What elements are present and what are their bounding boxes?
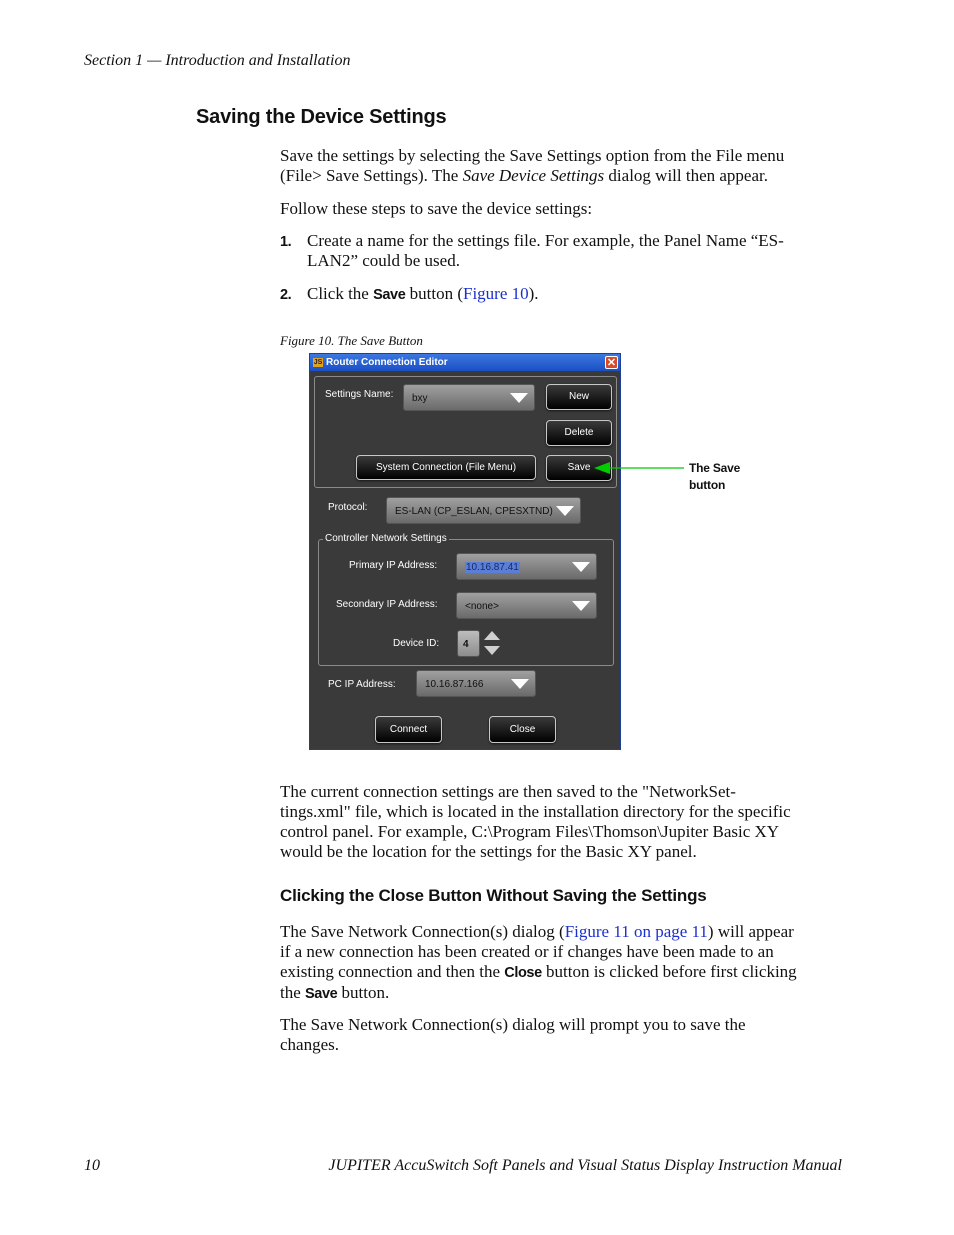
save-keyword: Save bbox=[373, 287, 406, 303]
chevron-down-icon bbox=[510, 393, 528, 403]
intro-line-1: Save the settings by selecting the Save Settings option from the File menu bbox=[280, 146, 785, 165]
protocol-label: Protocol: bbox=[328, 502, 368, 513]
close-keyword: Close bbox=[504, 965, 542, 981]
close-section-paragraph-2: The Save Network Connection(s) dialog will prompt you to save the changes. bbox=[280, 1015, 746, 1054]
new-button[interactable]: New bbox=[546, 384, 612, 410]
running-header: Section 1 — Introduction and Installation bbox=[84, 52, 351, 69]
delete-button[interactable]: Delete bbox=[546, 420, 612, 446]
primary-ip-label: Primary IP Address: bbox=[349, 560, 438, 571]
controller-network-settings-group bbox=[318, 533, 614, 666]
pc-ip-label: PC IP Address: bbox=[328, 679, 396, 690]
protocol-dropdown[interactable]: ES-LAN (CP_ESLAN, CPESXTND) bbox=[386, 497, 581, 524]
close-icon[interactable]: ✕ bbox=[606, 357, 617, 369]
callout-arrow bbox=[590, 458, 686, 478]
connect-button[interactable]: Connect bbox=[375, 716, 442, 743]
callout-label: The Save button bbox=[689, 461, 741, 492]
page-number: 10 bbox=[84, 1157, 100, 1174]
device-id-field[interactable]: 4 bbox=[457, 630, 480, 657]
secondary-ip-dropdown[interactable]: <none> bbox=[456, 592, 597, 619]
secondary-ip-label: Secondary IP Address: bbox=[336, 599, 438, 610]
arrowhead-icon bbox=[594, 462, 610, 474]
primary-ip-dropdown[interactable]: 10.16.87.41 bbox=[456, 553, 597, 580]
close-button[interactable]: Close bbox=[489, 716, 556, 743]
figure-10-link[interactable]: Figure 10 bbox=[462, 284, 529, 303]
chevron-down-icon bbox=[556, 506, 574, 516]
settings-name-dropdown[interactable]: bxy bbox=[403, 384, 535, 411]
subheading: Clicking the Close Button Without Saving the Settings bbox=[280, 886, 707, 905]
chevron-down-icon bbox=[511, 679, 529, 689]
step-1: 1. Create a name for the settings file. For example, the Panel Name “ES- LAN2” could be used. bbox=[280, 231, 784, 270]
footer-title: JUPITER AccuSwitch Soft Panels and Visual Status Display Instruction Manual bbox=[328, 1157, 842, 1174]
intro-line-2: (File> Save Settings). The Save Device Settings dialog will then appear. bbox=[280, 166, 768, 185]
step-number: 1. bbox=[280, 234, 292, 250]
chevron-down-icon bbox=[572, 601, 590, 611]
router-connection-editor-dialog bbox=[309, 353, 621, 750]
chevron-down-icon[interactable] bbox=[484, 646, 500, 655]
figure-11-link[interactable]: Figure 11 on page 11 bbox=[564, 922, 708, 941]
pc-ip-dropdown[interactable]: 10.16.87.166 bbox=[416, 670, 536, 697]
after-figure-paragraph: The current connection settings are then saved to the "NetworkSet- tings.xml" file, which is located in the installation directory for the specific control panel. For example, C:\Program Files\Thomson\Jupiter Basic XY would be the location for the settings for the Basic XY panel. bbox=[280, 782, 791, 861]
app-logo-icon: JS bbox=[313, 359, 323, 366]
dialog-title-bar bbox=[310, 354, 620, 371]
chevron-down-icon bbox=[572, 562, 590, 572]
chevron-up-icon[interactable] bbox=[484, 631, 500, 640]
system-connection-button[interactable]: System Connection (File Menu) bbox=[356, 455, 536, 480]
dialog-title: Router Connection Editor bbox=[326, 357, 448, 368]
step-2: 2. Click the Save button (Figure 10). bbox=[280, 284, 539, 303]
step-number: 2. bbox=[280, 287, 292, 303]
save-keyword: Save bbox=[305, 986, 338, 1002]
device-id-label: Device ID: bbox=[393, 638, 440, 649]
controller-group-title: Controller Network Settings bbox=[325, 533, 447, 544]
figure-caption: Figure 10. The Save Button bbox=[280, 333, 423, 348]
intro-paragraph-1 bbox=[280, 146, 850, 186]
settings-panel bbox=[314, 376, 617, 488]
close-section-paragraph-1: The Save Network Connection(s) dialog (Figure 11 on page 11) will appear if a new connection has been created or if changes have been made to an existing connection and then the Close button is clicked before first clicking the Save button. bbox=[280, 922, 797, 1002]
dialog-name-italic: Save Device Settings bbox=[462, 166, 605, 185]
intro-paragraph-2: Follow these steps to save the device settings: bbox=[280, 199, 593, 218]
section-heading: Saving the Device Settings bbox=[196, 106, 447, 128]
device-id-stepper[interactable] bbox=[483, 630, 501, 658]
save-button[interactable]: Save bbox=[546, 455, 612, 481]
settings-name-label: Settings Name: bbox=[325, 389, 394, 400]
